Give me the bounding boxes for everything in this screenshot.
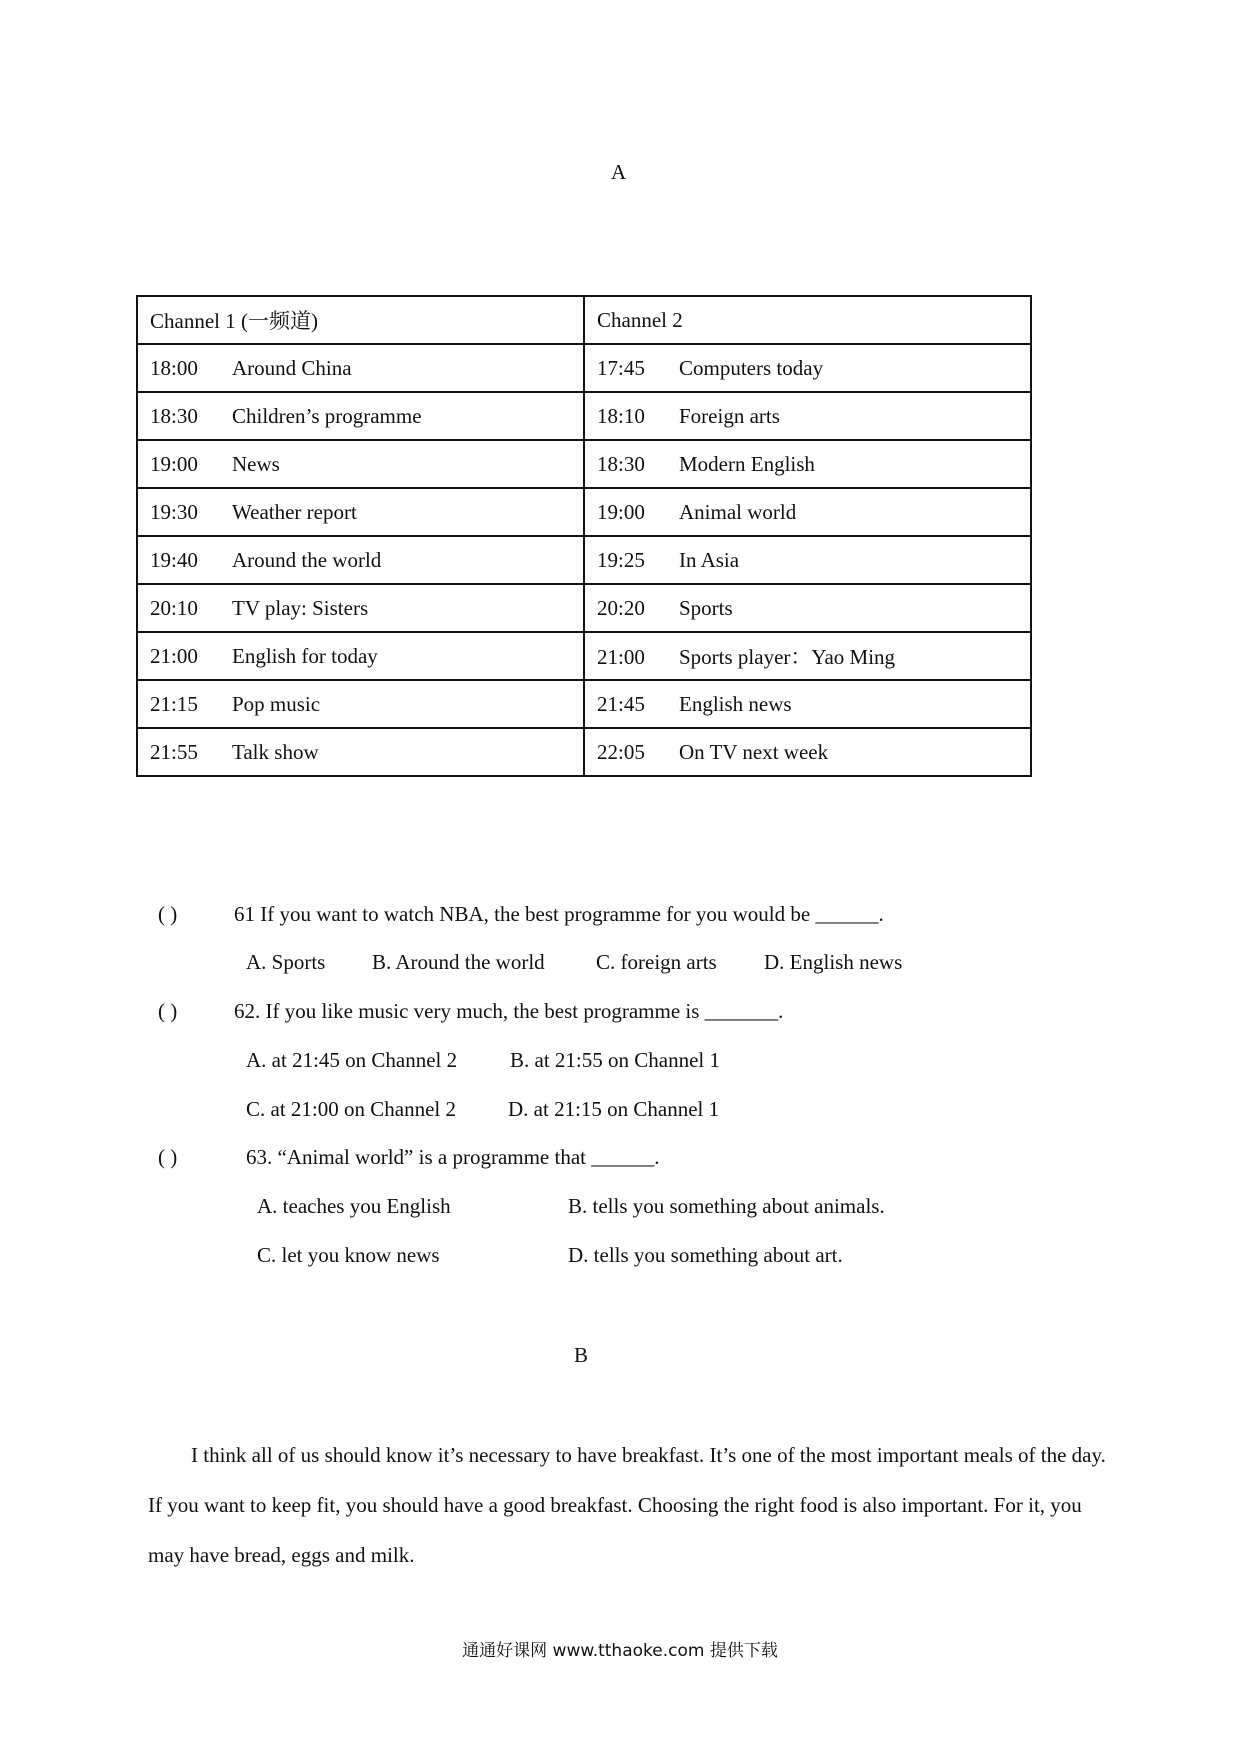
channel-2-header: Channel 2: [584, 296, 1031, 344]
channel-1-cell: [137, 392, 584, 440]
program-time: 20:20: [597, 595, 645, 620]
q63-option-a: A. teaches you English: [257, 1194, 451, 1218]
program-title: Modern English: [679, 451, 815, 476]
table-row: [137, 488, 1031, 536]
channel-1-cell: [137, 632, 584, 680]
program-time: 19:00: [597, 499, 645, 524]
program-time: 19:25: [597, 547, 645, 572]
q62-option-b: B. at 21:55 on Channel 1: [510, 1048, 720, 1072]
program-time: 19:00: [150, 451, 198, 476]
program-time: 21:55: [150, 739, 198, 764]
channel-2-cell: [584, 536, 1031, 584]
q62-text: 62. If you like music very much, the best programme is _______.: [234, 999, 784, 1023]
channel-2-cell: [584, 632, 1031, 680]
program-title: Weather report: [232, 499, 357, 524]
channel-2-cell: [584, 392, 1031, 440]
passage-b: [148, 1430, 1108, 1580]
program-title: Sports player：Yao Ming: [679, 645, 896, 669]
section-a-label: A: [611, 160, 627, 184]
program-time: 21:15: [150, 691, 198, 716]
q61-option-a: A. Sports: [246, 950, 326, 974]
channel-2-cell: [584, 488, 1031, 536]
q62-answer-paren[interactable]: ( ): [158, 999, 178, 1023]
table-row: [137, 344, 1031, 392]
channel-2-cell: [584, 440, 1031, 488]
q61-option-d: D. English news: [764, 950, 903, 974]
program-time: 18:30: [150, 403, 198, 428]
q62-option-d: D. at 21:15 on Channel 1: [508, 1097, 720, 1121]
table-row: [137, 392, 1031, 440]
channel-2-cell: [584, 584, 1031, 632]
q63-option-d: D. tells you something about art.: [568, 1243, 843, 1267]
table-row: [137, 680, 1031, 728]
footer-watermark: 通通好课网 www.tthaoke.com 提供下载: [462, 1641, 778, 1661]
table-row: [137, 440, 1031, 488]
program-time: 19:40: [150, 547, 198, 572]
channel-2-cell: [584, 344, 1031, 392]
q63-answer-paren[interactable]: ( ): [158, 1145, 178, 1169]
program-title: Around China: [232, 355, 352, 380]
q63-text: 63. “Animal world” is a programme that ______.: [246, 1145, 660, 1169]
program-time: 21:45: [597, 691, 645, 716]
program-title: In Asia: [679, 547, 740, 572]
table-row: [137, 728, 1031, 776]
program-title: Computers today: [679, 355, 824, 380]
channel-1-cell: [137, 344, 584, 392]
program-time: 17:45: [597, 355, 645, 380]
q61-answer-paren[interactable]: ( ): [158, 902, 178, 926]
program-time: 20:10: [150, 595, 198, 620]
program-time: 21:00: [150, 643, 198, 668]
program-time: 21:00: [597, 645, 645, 669]
channel-1-cell: [137, 488, 584, 536]
program-time: 19:30: [150, 499, 198, 524]
program-title: Foreign arts: [679, 403, 780, 428]
q61-option-b: B. Around the world: [372, 950, 545, 974]
q61-option-c: C. foreign arts: [596, 950, 717, 974]
q63-option-c: C. let you know news: [257, 1243, 440, 1267]
tv-schedule-table: [136, 295, 1032, 777]
program-title: Sports: [679, 595, 733, 620]
table-header-row: [137, 296, 1031, 344]
program-time: 18:30: [597, 451, 645, 476]
program-title: News: [232, 451, 280, 476]
program-title: TV play: Sisters: [232, 595, 369, 620]
q62-option-a: A. at 21:45 on Channel 2: [246, 1048, 458, 1072]
program-title: Talk show: [232, 739, 319, 764]
channel-2-cell: [584, 728, 1031, 776]
program-title: Animal world: [679, 499, 797, 524]
program-time: 22:05: [597, 739, 645, 764]
program-title: On TV next week: [679, 739, 829, 764]
channel-2-cell: [584, 680, 1031, 728]
channel-1-cell: [137, 584, 584, 632]
section-b-label: B: [574, 1343, 589, 1367]
table-row: [137, 584, 1031, 632]
q61-text: 61 If you want to watch NBA, the best programme for you would be ______.: [234, 902, 884, 926]
program-title: Children’s programme: [232, 403, 422, 428]
program-time: 18:00: [150, 355, 198, 380]
program-time: 18:10: [597, 403, 645, 428]
program-title: English news: [679, 691, 792, 716]
channel-1-cell: [137, 680, 584, 728]
passage-b-paragraph: I think all of us should know it’s necessary to have breakfast. It’s one of the most important meals of the day. If you want to keep fit, you should have a good breakfast. Choosing the right food is also important. For it, you may have bread, eggs and milk.: [148, 1443, 1106, 1567]
channel-1-cell: [137, 440, 584, 488]
q63-option-b: B. tells you something about animals.: [568, 1194, 885, 1218]
channel-1-header: Channel 1 (一频道): [137, 296, 584, 344]
q62-option-c: C. at 21:00 on Channel 2: [246, 1097, 456, 1121]
table-row: [137, 536, 1031, 584]
program-title: Pop music: [232, 691, 321, 716]
table-row: [137, 632, 1031, 680]
program-title: English for today: [232, 643, 378, 668]
program-title: Around the world: [232, 547, 382, 572]
channel-1-cell: [137, 536, 584, 584]
channel-1-cell: [137, 728, 584, 776]
